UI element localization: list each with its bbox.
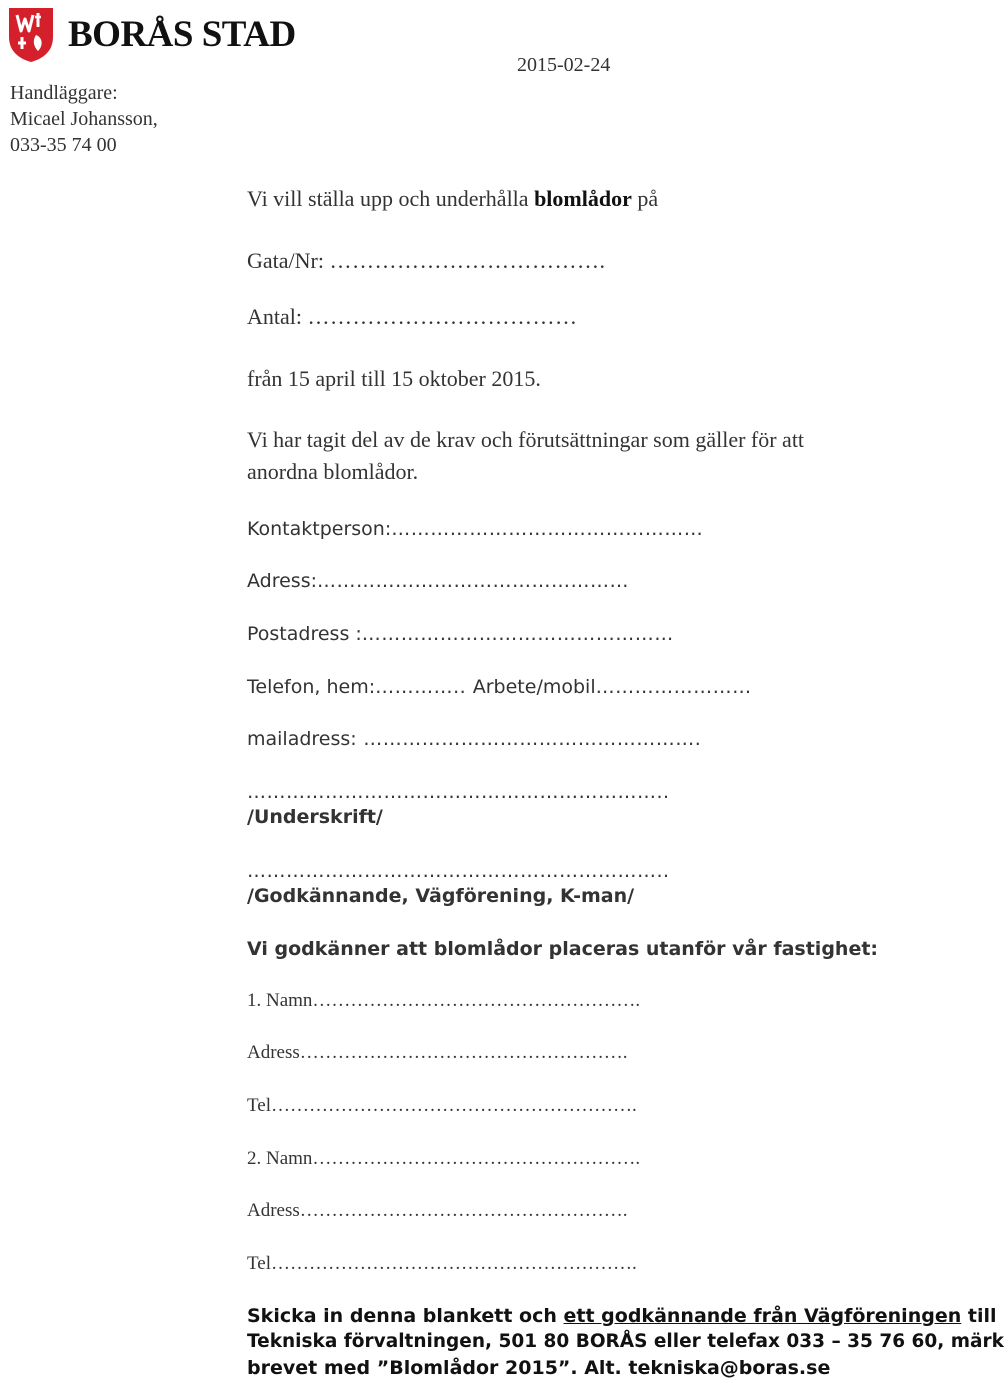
document-date: 2015-02-24 — [517, 54, 611, 76]
handler-phone: 033-35 74 00 — [10, 134, 117, 156]
count-field[interactable] — [247, 304, 578, 330]
neighbour-2-tel-field[interactable]: Tel…………………………………………………. — [247, 1253, 637, 1274]
footer-line-3: brevet med ”Blomlådor 2015”. Alt. tekniska@boras.se — [247, 1357, 831, 1379]
footer-line-1-underlined: ett godkännande från Vägföreningen — [563, 1305, 962, 1327]
email-dots: ……………………………………………. — [356, 728, 702, 750]
contact-person-label: Kontaktperson: — [247, 518, 392, 540]
postal-address-dots: ………………………………………… — [361, 623, 674, 645]
phone-field[interactable] — [247, 676, 752, 698]
street-field[interactable] — [247, 248, 605, 274]
neighbour-2-address-field[interactable]: Adress……………………………………………. — [247, 1200, 628, 1221]
requirements-line-2: anordna blomlådor. — [247, 459, 419, 484]
intro-text — [247, 186, 658, 212]
intro-text-before: Vi vill ställa upp och underhålla — [247, 186, 535, 211]
contact-person-dots: ………………………………………… — [391, 518, 704, 540]
postal-address-field[interactable] — [247, 623, 674, 645]
footer-line-1-end: till — [961, 1305, 997, 1327]
postal-address-label: Postadress : — [247, 623, 362, 645]
neighbour-1-address-field[interactable]: Adress……………………………………………. — [247, 1042, 628, 1063]
intro-text-bold: blomlådor — [534, 186, 632, 211]
period-text: från 15 april till 15 oktober 2015. — [247, 366, 541, 391]
phone-work-label: Arbete/mobil — [472, 676, 596, 698]
signature-dots[interactable]: ……………………………………………………….. — [247, 781, 670, 803]
signature-label: /Underskrift/ — [247, 806, 383, 828]
phone-home-dots: ………….. — [375, 676, 473, 698]
footer-line-2: Tekniska förvaltningen, 501 80 BORÅS eller telefax 033 – 35 76 60, märk — [247, 1331, 1004, 1352]
footer-line-1-start: Skicka in denna blankett och — [247, 1305, 564, 1327]
email-field[interactable] — [247, 728, 701, 750]
street-dots: ………………………………. — [329, 248, 606, 273]
contact-person-field[interactable] — [247, 518, 703, 540]
requirements-line-1: Vi har tagit del av de krav och förutsättningar som gäller för att — [247, 427, 805, 452]
phone-home-label: Telefon, hem: — [247, 676, 376, 698]
boras-coat-of-arms-icon — [8, 7, 54, 63]
handler-label: Handläggare: — [10, 82, 118, 104]
neighbour-2-name-field[interactable]: 2. Namn……………………………………………. — [247, 1148, 641, 1169]
address-field[interactable] — [247, 570, 629, 592]
phone-work-dots: …………………… — [595, 676, 752, 698]
street-label: Gata/Nr: — [247, 248, 330, 273]
email-label: mailadress: — [247, 728, 357, 750]
footer-line-1 — [247, 1305, 997, 1327]
count-label: Antal: — [247, 304, 308, 329]
approval-label: /Godkännande, Vägförening, K-man/ — [247, 885, 635, 907]
neighbour-1-tel-field[interactable]: Tel…………………………………………………. — [247, 1095, 637, 1116]
neighbours-heading: Vi godkänner att blomlådor placeras utanför vår fastighet: — [247, 938, 879, 960]
logo-wordmark: BORÅS STAD — [68, 14, 296, 55]
approval-dots[interactable]: ……………………………………………………….. — [247, 860, 670, 882]
address-dots: ………………………………………… — [317, 570, 630, 592]
neighbour-1-name-field[interactable]: 1. Namn……………………………………………. — [247, 990, 641, 1011]
count-dots: ……………………………… — [307, 304, 578, 329]
handler-name: Micael Johansson, — [10, 108, 158, 130]
intro-text-after: på — [631, 186, 659, 211]
address-label: Adress: — [247, 570, 318, 592]
